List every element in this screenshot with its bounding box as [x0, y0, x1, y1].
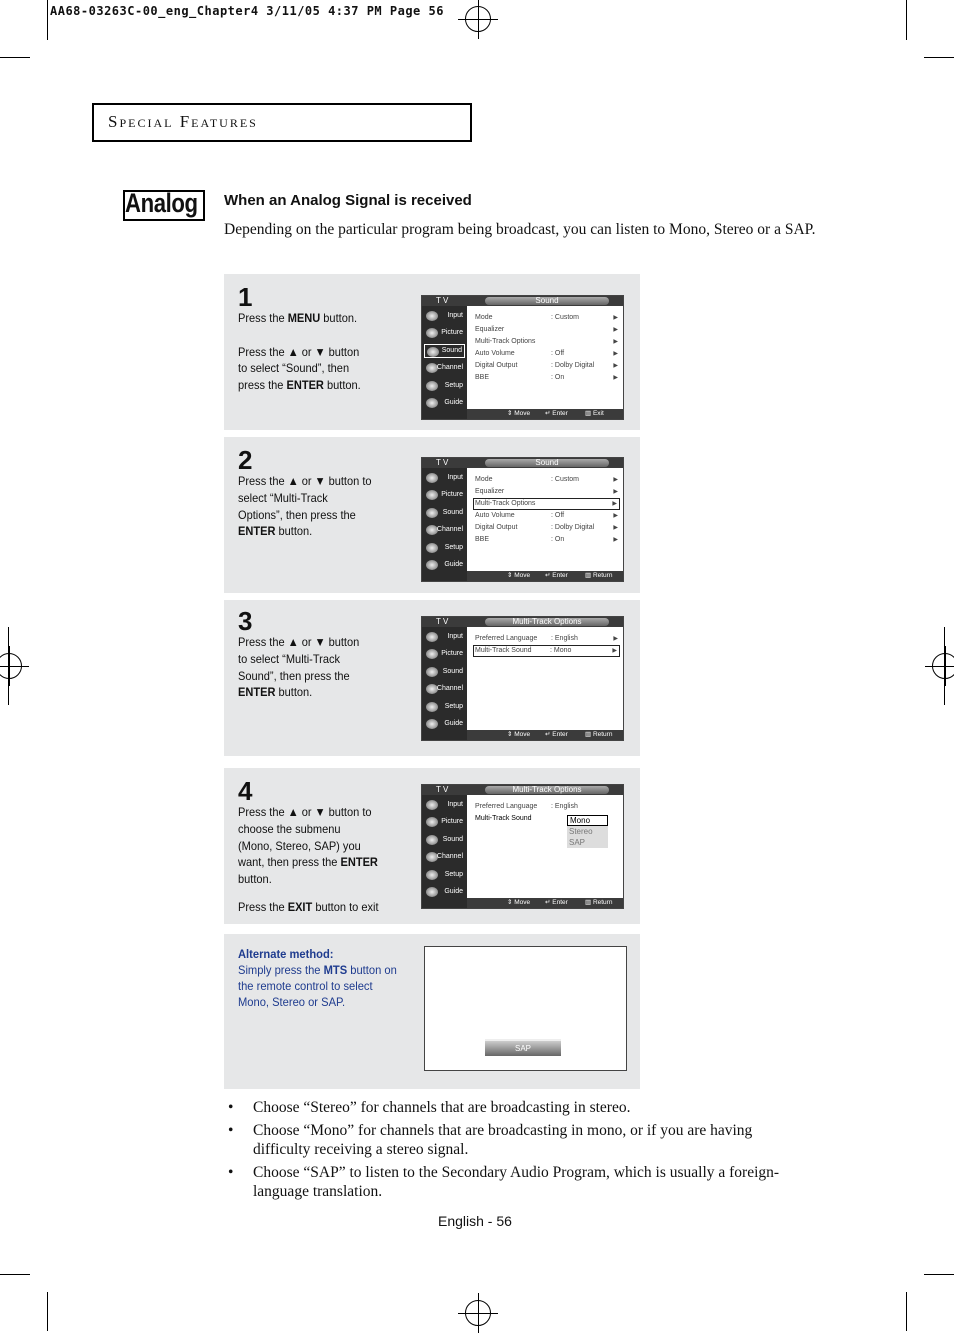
- osd-menu-item-channel: [424, 850, 465, 864]
- bullet-item: • Choose “SAP” to listen to the Secondary Audio Program, which is usually a foreign-language translation.: [224, 1163, 804, 1202]
- bullet-list: [224, 1098, 804, 1205]
- osd-sidebar: [422, 468, 467, 581]
- osd-menu-label: Channel: [436, 853, 463, 861]
- step-panel-3: [224, 600, 640, 756]
- picture-icon: [426, 649, 438, 659]
- osd-menu-title: Multi-Track Options: [485, 786, 609, 794]
- guide-icon: [426, 560, 438, 570]
- arrow-right-icon: ▶: [613, 489, 618, 495]
- osd-help-bar: [467, 571, 623, 581]
- osd-menu-label: Picture: [441, 491, 463, 499]
- osd-menu-item-sound: [424, 344, 465, 358]
- crop-mark: [906, 0, 907, 40]
- step-instructions: Press the ▲ or ▼ button to choose the submenu (Mono, Stereo, SAP) you want, then press the ENTER button.: [238, 805, 378, 887]
- bullet-item: • Choose “Mono” for channels that are broadcasting in mono, or if you are having difficulty receiving a stereo signal.: [224, 1121, 804, 1160]
- osd-row-value: : Mono: [550, 647, 572, 654]
- alternate-text-pre: Simply press the: [238, 963, 324, 977]
- osd-row: [475, 312, 620, 324]
- step-exit-note: Press the EXIT button to exit: [238, 900, 379, 914]
- registration-mark: [465, 1300, 491, 1326]
- input-icon: [426, 311, 438, 321]
- osd-help-return: ▥ Return: [585, 572, 613, 579]
- osd-submenu: [567, 815, 608, 848]
- step-number: 3: [238, 606, 253, 636]
- tv-screen: [424, 946, 627, 1071]
- step-number: 2: [238, 445, 253, 475]
- crop-mark: [47, 1292, 48, 1331]
- osd-row-value: : Custom: [551, 476, 580, 483]
- registration-mark: [0, 653, 22, 679]
- osd-help-move: ⇕ Move: [507, 899, 531, 906]
- osd-tv-label: T V: [436, 785, 449, 794]
- osd-title-bar: [422, 458, 623, 468]
- arrow-right-icon: ▶: [612, 648, 617, 654]
- osd-row-value: : English: [551, 635, 578, 642]
- setup-icon: [426, 381, 438, 391]
- osd-menu-item-guide: [424, 885, 465, 899]
- arrow-right-icon: ▶: [613, 315, 618, 321]
- alternate-panel: [224, 934, 640, 1089]
- osd-help-return: ▥ Return: [585, 731, 613, 738]
- osd-menu-label: Guide: [444, 720, 463, 727]
- osd-row-label: Multi-Track Options: [475, 338, 536, 345]
- osd-row: [475, 336, 620, 348]
- osd-menu-item-channel: [424, 682, 465, 696]
- osd-tv-label: T V: [436, 617, 449, 626]
- osd-row-label: Equalizer: [475, 326, 505, 333]
- arrow-right-icon: ▶: [613, 363, 618, 369]
- osd-menu-item-sound: [424, 665, 465, 679]
- osd-row-label: BBE: [475, 374, 490, 381]
- osd-menu-label: Input: [447, 801, 463, 808]
- input-icon: [426, 632, 438, 642]
- osd-menu-item-setup: [424, 379, 465, 393]
- osd-row: [475, 474, 620, 486]
- osd-row: [475, 372, 620, 384]
- osd-row-value: : Dolby Digital: [551, 362, 595, 369]
- osd-rows: [475, 633, 620, 657]
- picture-icon: [426, 490, 438, 500]
- osd-help-bar: [467, 898, 623, 908]
- osd-menu-label: Picture: [441, 650, 463, 658]
- osd-row: [475, 486, 620, 498]
- osd-row-label: Equalizer: [475, 488, 505, 495]
- print-header: AA68-03263C-00_eng_Chapter4 3/11/05 4:37 PM Page 56: [50, 4, 444, 18]
- picture-icon: [426, 817, 438, 827]
- osd-help-bar: [467, 730, 623, 740]
- osd-title-bar: [422, 296, 623, 306]
- step-panel-2: [224, 437, 640, 593]
- osd-menu-item-guide: [424, 717, 465, 731]
- osd-rows: [475, 312, 620, 384]
- osd-menu-title: Sound: [485, 459, 609, 467]
- osd-menu-label: Guide: [444, 888, 463, 895]
- osd-row: [475, 360, 620, 372]
- heading: When an Analog Signal is received: [224, 192, 472, 209]
- arrow-right-icon: ▶: [613, 339, 618, 345]
- alternate-title: Alternate method:: [238, 947, 334, 961]
- osd-menu-item-sound: [424, 833, 465, 847]
- step-panel-1: [224, 274, 640, 430]
- step-instructions: Press the ▲ or ▼ button to select “Multi-Track Options”, then press the ENTER button.: [238, 474, 372, 539]
- osd-row: [475, 534, 620, 546]
- osd-screen: [421, 457, 624, 582]
- osd-menu-label: Input: [447, 633, 463, 640]
- osd-menu-item-input: [424, 309, 465, 323]
- osd-row-value: : Off: [551, 350, 565, 357]
- osd-rows: [475, 474, 620, 546]
- step-instructions: Press the ▲ or ▼ button to select “Multi-Track Sound”, then press the ENTER button.: [238, 635, 360, 700]
- osd-menu-item-channel: [424, 361, 465, 375]
- guide-icon: [426, 887, 438, 897]
- osd-menu-label: Channel: [436, 364, 463, 372]
- osd-row: [475, 348, 620, 360]
- osd-help-bar: [467, 409, 623, 419]
- osd-menu-item-setup: [424, 700, 465, 714]
- osd-row: [475, 801, 620, 813]
- arrow-right-icon: ▶: [613, 351, 618, 357]
- osd-menu-item-guide: [424, 396, 465, 410]
- osd-menu-label: Picture: [441, 818, 463, 826]
- osd-screen: [421, 784, 624, 909]
- sound-icon: [426, 508, 438, 518]
- osd-help-move: ⇕ Move: [507, 572, 531, 579]
- osd-menu-item-guide: [424, 558, 465, 572]
- osd-row-label: Mode: [475, 314, 493, 321]
- crop-mark: [924, 1274, 954, 1275]
- guide-icon: [426, 398, 438, 408]
- osd-row: [473, 498, 620, 510]
- osd-menu-item-setup: [424, 868, 465, 882]
- osd-row: [475, 633, 620, 645]
- osd-menu-item-picture: [424, 815, 465, 829]
- osd-menu-label: Input: [447, 312, 463, 319]
- intro-paragraph: Depending on the particular program being broadcast, you can listen to Mono, Stereo or a SAP.: [224, 221, 816, 238]
- osd-menu-label: Input: [447, 474, 463, 481]
- osd-row-value: : English: [551, 803, 578, 810]
- osd-menu-item-picture: [424, 488, 465, 502]
- osd-title-bar: [422, 617, 623, 627]
- osd-menu-label: Picture: [441, 329, 463, 337]
- osd-row-label: Multi-Track Options: [475, 500, 536, 507]
- osd-menu-item-input: [424, 798, 465, 812]
- osd-menu-label: Sound: [442, 508, 463, 516]
- osd-menu-item-setup: [424, 541, 465, 555]
- osd-row-label: Auto Volume: [475, 512, 515, 519]
- osd-menu-label: Guide: [444, 561, 463, 568]
- mts-key: MTS: [323, 963, 348, 977]
- osd-row-label: Auto Volume: [475, 350, 515, 357]
- osd-menu-label: Setup: [444, 381, 463, 389]
- step-number: 1: [238, 282, 253, 312]
- input-icon: [426, 473, 438, 483]
- osd-sidebar: [422, 306, 467, 419]
- osd-help-enter: ↵ Enter: [545, 899, 568, 906]
- osd-help-move: ⇕ Move: [507, 731, 531, 738]
- crop-mark: [906, 1292, 907, 1331]
- osd-menu-item-input: [424, 630, 465, 644]
- setup-icon: [426, 870, 438, 880]
- osd-sidebar: [422, 627, 467, 740]
- osd-submenu-item: Stereo: [569, 827, 593, 836]
- osd-screen: [421, 616, 624, 741]
- osd-tv-label: T V: [436, 458, 449, 467]
- osd-row-value: : On: [551, 374, 565, 381]
- osd-row-value: : Dolby Digital: [551, 524, 595, 531]
- osd-submenu-item: Mono: [567, 815, 608, 826]
- osd-tv-label: T V: [436, 296, 449, 305]
- osd-menu-label: Guide: [444, 399, 463, 406]
- osd-menu-label: Setup: [444, 702, 463, 710]
- osd-menu-label: Channel: [436, 685, 463, 693]
- step-instructions: Press the MENU button. Press the ▲ or ▼ button to select “Sound”, then press the ENTER button.: [238, 311, 361, 393]
- osd-row-label: Preferred Language: [475, 803, 538, 810]
- registration-mark: [465, 6, 491, 32]
- osd-row-value: : Custom: [551, 314, 580, 321]
- crop-mark: [0, 57, 30, 58]
- arrow-right-icon: ▶: [613, 477, 618, 483]
- crop-mark: [0, 1274, 30, 1275]
- osd-row: [475, 510, 620, 522]
- osd-menu-item-picture: [424, 326, 465, 340]
- osd-help-enter: ↵ Enter: [545, 731, 568, 738]
- osd-help-enter: ↵ Enter: [545, 572, 568, 579]
- osd-menu-item-picture: [424, 647, 465, 661]
- page-footer: English - 56: [438, 1213, 512, 1229]
- osd-row: [473, 645, 620, 657]
- osd-menu-item-input: [424, 471, 465, 485]
- osd-row-label: BBE: [475, 536, 490, 543]
- osd-row-label: Digital Output: [475, 524, 518, 531]
- osd-row-value: : On: [551, 536, 565, 543]
- alternate-text-post: button on the remote control to select Mono, Stereo or SAP.: [238, 963, 397, 1009]
- bullet-item: • Choose “Stereo” for channels that are broadcasting in stereo.: [224, 1098, 804, 1118]
- osd-menu-item-channel: [424, 523, 465, 537]
- osd-row-label: Digital Output: [475, 362, 518, 369]
- arrow-right-icon: ▶: [612, 501, 617, 507]
- osd-row: [475, 522, 620, 534]
- osd-menu-item-sound: [424, 506, 465, 520]
- step-number: 4: [238, 776, 253, 806]
- alternate-method-text: [238, 946, 405, 1010]
- crop-mark: [47, 0, 48, 40]
- osd-menu-label: Setup: [444, 870, 463, 878]
- sound-icon: [426, 667, 438, 677]
- osd-row-label: Preferred Language: [475, 635, 538, 642]
- arrow-right-icon: ▶: [613, 327, 618, 333]
- osd-row-value: : Off: [551, 512, 565, 519]
- osd-help-exit: ▥ Exit: [585, 410, 604, 417]
- osd-menu-label: Sound: [441, 346, 462, 354]
- setup-icon: [426, 543, 438, 553]
- osd-row-label: Mode: [475, 476, 493, 483]
- guide-icon: [426, 719, 438, 729]
- osd-help-move: ⇕ Move: [507, 410, 531, 417]
- crop-mark: [924, 57, 954, 58]
- input-icon: [426, 800, 438, 810]
- arrow-right-icon: ▶: [613, 375, 618, 381]
- registration-mark: [932, 653, 954, 679]
- osd-row-label: Multi-Track Sound: [475, 647, 532, 654]
- osd-menu-label: Sound: [442, 835, 463, 843]
- analog-label: Analog: [125, 188, 198, 218]
- arrow-right-icon: ▶: [613, 513, 618, 519]
- setup-icon: [426, 702, 438, 712]
- sap-banner: SAP: [485, 1039, 561, 1056]
- sound-icon: [427, 347, 439, 357]
- osd-screen: [421, 295, 624, 420]
- osd-help-enter: ↵ Enter: [545, 410, 568, 417]
- osd-title-bar: [422, 785, 623, 795]
- osd-menu-label: Sound: [442, 667, 463, 675]
- osd-sidebar: [422, 795, 467, 908]
- osd-submenu-item: SAP: [569, 838, 586, 847]
- picture-icon: [426, 328, 438, 338]
- osd-menu-label: Setup: [444, 543, 463, 551]
- sound-icon: [426, 835, 438, 845]
- arrow-right-icon: ▶: [613, 525, 618, 531]
- osd-row: [475, 324, 620, 336]
- osd-menu-label: Channel: [436, 526, 463, 534]
- osd-row-label: Multi-Track Sound: [475, 815, 532, 822]
- section-title: Special Features: [108, 112, 258, 131]
- arrow-right-icon: ▶: [613, 537, 618, 543]
- arrow-right-icon: ▶: [613, 636, 618, 642]
- osd-menu-title: Sound: [485, 297, 609, 305]
- osd-help-return: ▥ Return: [585, 899, 613, 906]
- osd-menu-title: Multi-Track Options: [485, 618, 609, 626]
- step-panel-4: [224, 768, 640, 924]
